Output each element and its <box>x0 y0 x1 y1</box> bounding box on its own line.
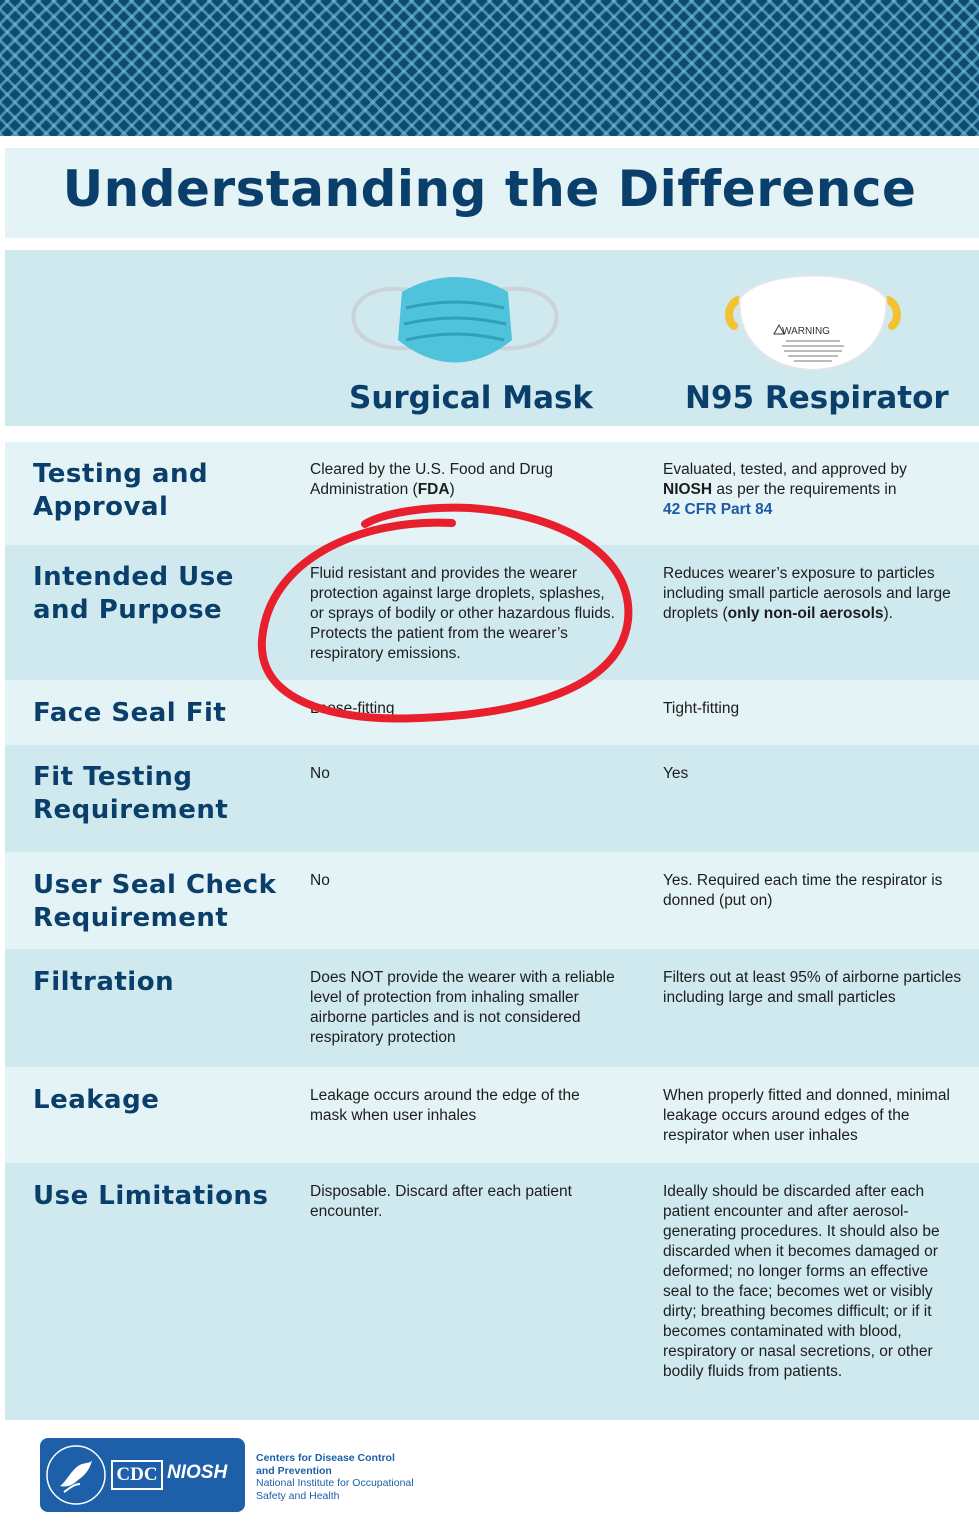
cell-filtration-n95: Filters out at least 95% of airborne particles including large and small particles <box>663 969 962 1006</box>
row-label-leakage: Leakage <box>33 1085 160 1115</box>
hhs-eagle-icon <box>44 1442 108 1508</box>
cell-testing-n95: Evaluated, tested, and approved by NIOSH as per the requirements in 42 CFR Part 84 <box>663 461 907 518</box>
row-label-seal-check: User Seal Check Requirement <box>33 870 277 933</box>
row-label-fit-testing: Fit Testing Requirement <box>33 762 229 825</box>
niosh-logo-text: NIOSH <box>167 1462 228 1483</box>
row-label-testing: Testing and Approval <box>33 459 209 522</box>
cell-limitations-n95: Ideally should be discarded after each patient encounter and after aerosol-generating procedures. It should also be discarded when it becomes damaged or deformed; no longer forms an effective seal to the face; becomes wet or visibly dirty; breathing becomes difficult; or if it becomes contaminated with blood, respiratory or nasal secretions, or other bodily fluids from patients. <box>663 1183 940 1380</box>
cell-sealcheck-n95: Yes. Required each time the respirator is donned (put on) <box>663 872 943 909</box>
surgical-mask-icon <box>340 262 570 377</box>
row-label-intended-use: Intended Use and Purpose <box>33 562 234 625</box>
cell-filtration-surgical: Does NOT provide the wearer with a reliable level of protection from inhaling smaller airborne particles and is not considered respiratory protection <box>310 969 615 1046</box>
column-header-surgical: Surgical Mask <box>349 380 594 416</box>
respirator-warning-label: WARNING <box>782 326 830 337</box>
row-label-limitations: Use Limitations <box>33 1181 269 1211</box>
footer-agency-text: Centers for Disease Control and Prevention National Institute for Occupational Safety and Health <box>256 1452 414 1502</box>
header-divider <box>0 136 979 148</box>
row-label-face-seal: Face Seal Fit <box>33 698 227 728</box>
cell-leakage-surgical: Leakage occurs around the edge of the mask when user inhales <box>310 1087 580 1124</box>
cell-sealcheck-surgical: No <box>310 872 330 889</box>
cdc-logo-text: CDC <box>111 1460 163 1490</box>
header-pattern-band <box>0 0 979 136</box>
cfr-link[interactable]: 42 CFR Part 84 <box>663 501 773 518</box>
cell-leakage-n95: When properly fitted and donned, minimal leakage occurs around edges of the respirator when user inhales <box>663 1087 950 1144</box>
row-label-filtration: Filtration <box>33 967 175 997</box>
cell-intended-n95: Reduces wearer’s exposure to particles including small particle aerosols and large droplets (only non-oil aerosols). <box>663 565 951 622</box>
cell-fittest-n95: Yes <box>663 765 689 782</box>
n95-respirator-icon <box>718 260 908 375</box>
cell-intended-surgical: Fluid resistant and provides the wearer protection against large droplets, splashes, or sprays of bodily or other hazardous fluids. Protects the patient from the wearer’s respiratory emissions. <box>310 565 615 662</box>
cell-fittest-surgical: No <box>310 765 330 782</box>
cell-testing-surgical: Cleared by the U.S. Food and Drug Administration (FDA) <box>310 461 553 498</box>
page-title: Understanding the Difference <box>62 160 917 218</box>
cell-limitations-surgical: Disposable. Discard after each patient encounter. <box>310 1183 572 1220</box>
column-header-n95: N95 Respirator <box>685 380 949 416</box>
cell-faceseal-n95: Tight-fitting <box>663 700 740 717</box>
cell-faceseal-surgical: Loose-fitting <box>310 700 395 717</box>
